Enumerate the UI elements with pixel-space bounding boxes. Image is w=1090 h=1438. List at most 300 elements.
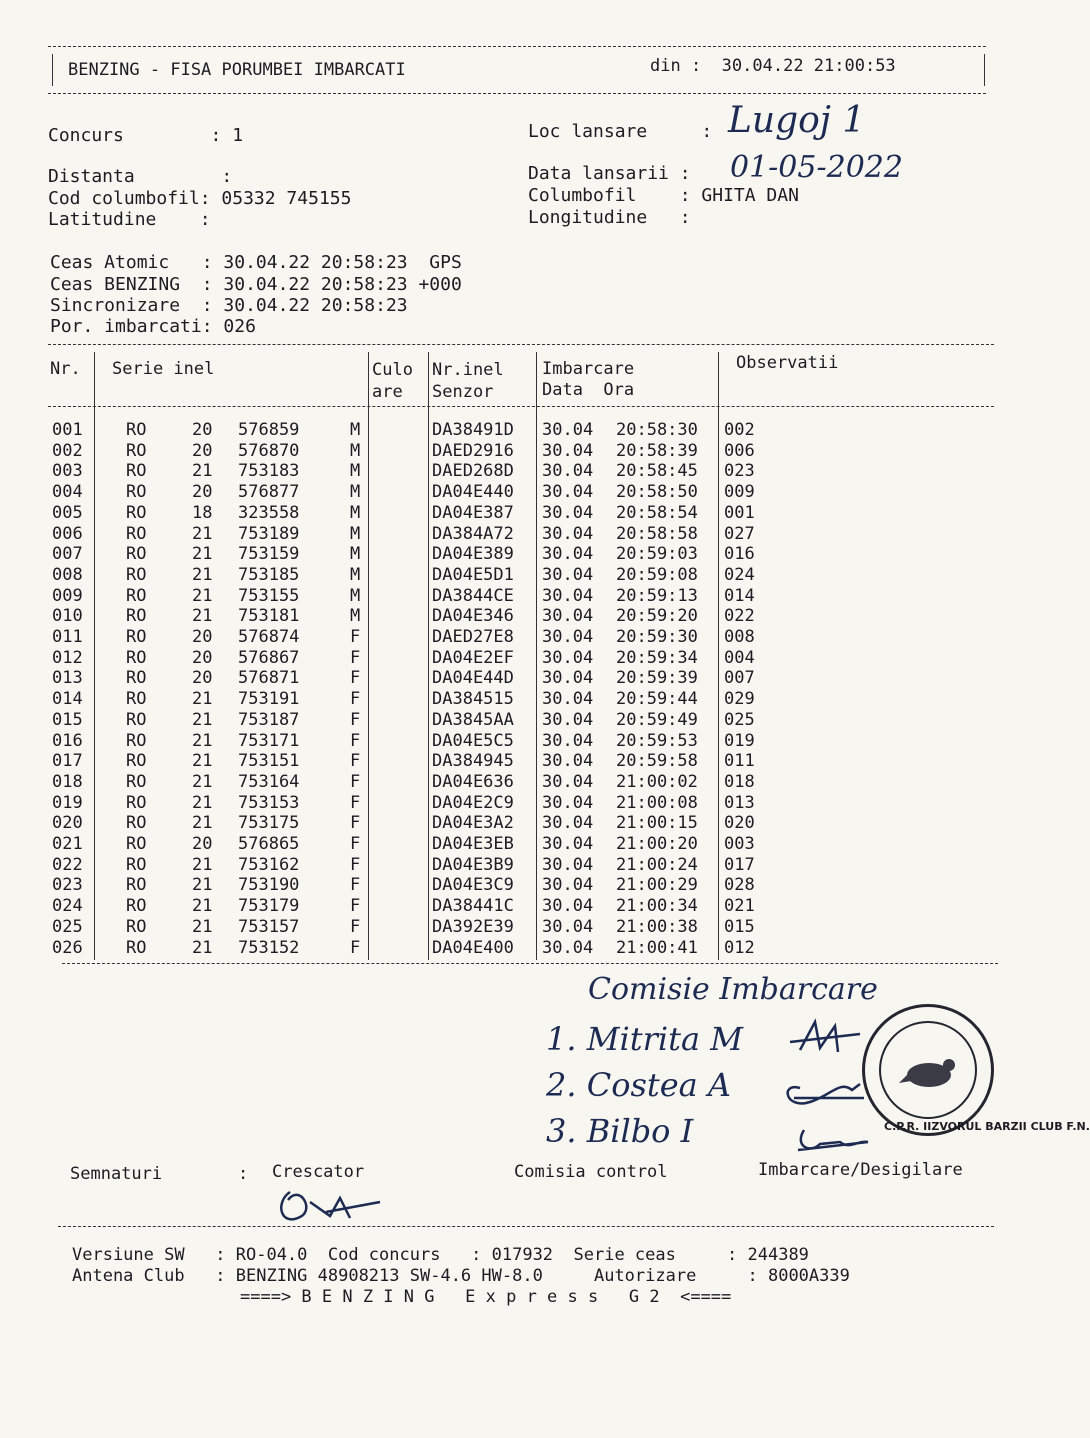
cell-nr: 013 bbox=[52, 668, 83, 689]
semnaturi-separator: : bbox=[238, 1164, 249, 1184]
table-row bbox=[0, 813, 1000, 834]
sincronizare: Sincronizare : 30.04.22 20:58:23 bbox=[50, 295, 408, 316]
footer-line-3: ====> B E N Z I N G E x p r e s s G 2 <==== bbox=[240, 1287, 732, 1307]
cell-sex: F bbox=[350, 751, 361, 772]
cell-obs: 018 bbox=[724, 771, 755, 792]
cell-year: 21 bbox=[192, 751, 213, 772]
cell-time: 20:59:30 bbox=[616, 627, 698, 647]
cell-date: 30.04 bbox=[542, 420, 594, 440]
cell-obs: 011 bbox=[724, 751, 755, 772]
cell-nr: 003 bbox=[52, 461, 83, 482]
cell-year: 21 bbox=[192, 896, 213, 917]
cell-sensor: DA04E3A2 bbox=[432, 813, 514, 834]
table-row bbox=[0, 461, 1000, 482]
cell-date: 30.04 bbox=[542, 730, 594, 751]
cell-obs: 022 bbox=[724, 606, 755, 627]
cell-sensor: DA04E387 bbox=[432, 502, 514, 523]
cell-time: 20:59:44 bbox=[616, 689, 698, 710]
cell-obs: 001 bbox=[724, 502, 755, 523]
ceas-atomic: Ceas Atomic : 30.04.22 20:58:23 GPS bbox=[50, 252, 462, 273]
table-row bbox=[0, 938, 1000, 959]
cell-nr: 020 bbox=[52, 813, 83, 834]
cell-sensor: DA3845AA bbox=[432, 709, 514, 730]
cell-sex: M bbox=[350, 440, 361, 461]
cell-ring: 753190 bbox=[238, 875, 300, 896]
cell-country: RO bbox=[126, 502, 147, 523]
cell-nr: 011 bbox=[52, 627, 83, 647]
cell-time: 20:59:39 bbox=[616, 668, 698, 689]
table-row bbox=[0, 503, 1000, 524]
cell-sensor: DAED2916 bbox=[432, 440, 514, 461]
header-imbarcare-2: Data Ora bbox=[542, 380, 635, 400]
cell-sex: M bbox=[350, 461, 361, 482]
table-row bbox=[0, 731, 1000, 752]
cell-nr: 022 bbox=[52, 854, 83, 875]
cell-country: RO bbox=[126, 585, 147, 606]
cell-time: 20:58:45 bbox=[616, 461, 698, 482]
cell-country: RO bbox=[126, 564, 147, 585]
cell-time: 20:58:50 bbox=[616, 482, 698, 503]
cell-ring: 753171 bbox=[238, 730, 300, 751]
cell-nr: 006 bbox=[52, 523, 83, 544]
comisia-control-label: Comisia control bbox=[514, 1162, 668, 1182]
cell-sensor: DA04E5D1 bbox=[432, 564, 514, 585]
table-row bbox=[0, 420, 1000, 441]
cell-country: RO bbox=[126, 813, 147, 834]
commission-member-3: 3. Bilbo I bbox=[546, 1112, 694, 1150]
cell-country: RO bbox=[126, 751, 147, 772]
cell-time: 20:59:13 bbox=[616, 585, 698, 606]
columbofil-field: Columbofil : GHITA DAN bbox=[528, 185, 799, 206]
header-serie-inel: Serie inel bbox=[112, 359, 215, 379]
cell-sex: M bbox=[350, 564, 361, 585]
cell-date: 30.04 bbox=[542, 792, 594, 813]
cell-date: 30.04 bbox=[542, 564, 594, 585]
cell-date: 30.04 bbox=[542, 751, 594, 772]
table-row bbox=[0, 586, 1000, 607]
cell-country: RO bbox=[126, 668, 147, 689]
cell-sex: M bbox=[350, 523, 361, 544]
cell-sensor: DA04E400 bbox=[432, 937, 514, 958]
header-left-border bbox=[52, 54, 53, 86]
cell-sensor: DA384A72 bbox=[432, 523, 514, 544]
footer-line-1: Versiune SW : RO-04.0 Cod concurs : 017932 Serie ceas : 244389 bbox=[72, 1245, 809, 1265]
crescator-signature bbox=[270, 1172, 390, 1242]
cell-sensor: DAED268D bbox=[432, 461, 514, 482]
cell-date: 30.04 bbox=[542, 502, 594, 523]
table-header-rule bbox=[48, 406, 994, 407]
cell-year: 20 bbox=[192, 440, 213, 461]
cell-ring: 753164 bbox=[238, 771, 300, 792]
cell-obs: 020 bbox=[724, 813, 755, 834]
cell-year: 21 bbox=[192, 606, 213, 627]
cell-date: 30.04 bbox=[542, 916, 594, 937]
cell-time: 20:58:30 bbox=[616, 420, 698, 440]
cell-ring: 576874 bbox=[238, 627, 300, 647]
cell-obs: 008 bbox=[724, 627, 755, 647]
table-bottom-rule bbox=[62, 963, 998, 964]
cell-ring: 753159 bbox=[238, 544, 300, 565]
table-body bbox=[0, 420, 1000, 960]
cell-nr: 009 bbox=[52, 585, 83, 606]
cell-nr: 025 bbox=[52, 916, 83, 937]
table-row bbox=[0, 772, 1000, 793]
table-row bbox=[0, 689, 1000, 710]
cell-time: 20:58:54 bbox=[616, 502, 698, 523]
cell-nr: 010 bbox=[52, 606, 83, 627]
cell-year: 20 bbox=[192, 834, 213, 854]
cell-year: 21 bbox=[192, 771, 213, 792]
cell-obs: 024 bbox=[724, 564, 755, 585]
semnaturi-label: Semnaturi bbox=[70, 1164, 163, 1184]
cell-sex: F bbox=[350, 730, 361, 751]
cell-obs: 025 bbox=[724, 709, 755, 730]
cell-sex: F bbox=[350, 647, 361, 668]
cell-time: 20:59:34 bbox=[616, 647, 698, 668]
cell-sex: M bbox=[350, 544, 361, 565]
cell-sex: F bbox=[350, 834, 361, 854]
cell-country: RO bbox=[126, 875, 147, 896]
cell-date: 30.04 bbox=[542, 813, 594, 834]
cell-year: 21 bbox=[192, 875, 213, 896]
cell-year: 20 bbox=[192, 647, 213, 668]
cell-country: RO bbox=[126, 544, 147, 565]
cell-time: 20:59:49 bbox=[616, 709, 698, 730]
cell-sex: F bbox=[350, 627, 361, 647]
cell-time: 21:00:20 bbox=[616, 834, 698, 854]
cell-year: 21 bbox=[192, 709, 213, 730]
cell-sensor: DA04E3B9 bbox=[432, 854, 514, 875]
cell-obs: 016 bbox=[724, 544, 755, 565]
cell-ring: 753153 bbox=[238, 792, 300, 813]
cell-sensor: DA3844CE bbox=[432, 585, 514, 606]
cell-sex: F bbox=[350, 668, 361, 689]
cell-time: 20:59:03 bbox=[616, 544, 698, 565]
cell-sensor: DA04E636 bbox=[432, 771, 514, 792]
cell-date: 30.04 bbox=[542, 544, 594, 565]
header-imbarcare-1: Imbarcare bbox=[542, 359, 635, 379]
porumbei-imbarcati: Por. imbarcati: 026 bbox=[50, 316, 256, 337]
cell-time: 21:00:29 bbox=[616, 875, 698, 896]
cell-year: 18 bbox=[192, 502, 213, 523]
cell-obs: 023 bbox=[724, 461, 755, 482]
cell-sensor: DA392E39 bbox=[432, 916, 514, 937]
cell-country: RO bbox=[126, 792, 147, 813]
cell-country: RO bbox=[126, 896, 147, 917]
cell-nr: 007 bbox=[52, 544, 83, 565]
cell-country: RO bbox=[126, 771, 147, 792]
data-lansarii-label: Data lansarii : bbox=[528, 163, 691, 184]
cell-sex: F bbox=[350, 709, 361, 730]
cell-time: 21:00:38 bbox=[616, 916, 698, 937]
cell-nr: 017 bbox=[52, 751, 83, 772]
cell-nr: 018 bbox=[52, 771, 83, 792]
cell-sex: F bbox=[350, 771, 361, 792]
cell-ring: 753151 bbox=[238, 751, 300, 772]
cell-year: 21 bbox=[192, 544, 213, 565]
cell-country: RO bbox=[126, 461, 147, 482]
cell-country: RO bbox=[126, 834, 147, 854]
table-row bbox=[0, 917, 1000, 938]
table-row bbox=[0, 896, 1000, 917]
cell-sex: F bbox=[350, 689, 361, 710]
cell-country: RO bbox=[126, 647, 147, 668]
cell-obs: 021 bbox=[724, 896, 755, 917]
cell-time: 21:00:24 bbox=[616, 854, 698, 875]
cell-nr: 016 bbox=[52, 730, 83, 751]
loc-lansare-label: Loc lansare : bbox=[528, 121, 713, 142]
cell-year: 20 bbox=[192, 668, 213, 689]
cell-sex: F bbox=[350, 854, 361, 875]
cell-ring: 753185 bbox=[238, 564, 300, 585]
cell-year: 21 bbox=[192, 792, 213, 813]
cell-country: RO bbox=[126, 916, 147, 937]
document-title: BENZING - FISA PORUMBEI IMBARCATI bbox=[68, 60, 406, 80]
cell-date: 30.04 bbox=[542, 896, 594, 917]
cell-sensor: DA04E389 bbox=[432, 544, 514, 565]
table-row bbox=[0, 482, 1000, 503]
cell-sensor: DA384515 bbox=[432, 689, 514, 710]
cell-ring: 753162 bbox=[238, 854, 300, 875]
cell-ring: 753181 bbox=[238, 606, 300, 627]
cell-date: 30.04 bbox=[542, 689, 594, 710]
footer-line-2: Antena Club : BENZING 48908213 SW-4.6 HW-8.0 Autorizare : 8000A339 bbox=[72, 1266, 850, 1286]
cell-year: 21 bbox=[192, 461, 213, 482]
cell-sex: F bbox=[350, 896, 361, 917]
cell-sensor: DA04E3EB bbox=[432, 834, 514, 854]
cell-time: 20:59:58 bbox=[616, 751, 698, 772]
cell-country: RO bbox=[126, 689, 147, 710]
cell-ring: 753189 bbox=[238, 523, 300, 544]
cell-obs: 027 bbox=[724, 523, 755, 544]
cell-country: RO bbox=[126, 854, 147, 875]
loc-lansare-handwritten: Lugoj 1 bbox=[728, 100, 866, 141]
cell-ring: 753152 bbox=[238, 937, 300, 958]
cell-sensor: DA04E2C9 bbox=[432, 792, 514, 813]
longitudine-label: Longitudine : bbox=[528, 207, 691, 228]
cell-obs: 028 bbox=[724, 875, 755, 896]
cell-obs: 014 bbox=[724, 585, 755, 606]
cell-sensor: DA04E3C9 bbox=[432, 875, 514, 896]
header-culoare-2: are bbox=[372, 382, 403, 402]
cell-nr: 015 bbox=[52, 709, 83, 730]
cell-ring: 753191 bbox=[238, 689, 300, 710]
pigeon-icon bbox=[899, 1051, 959, 1095]
cell-obs: 006 bbox=[724, 440, 755, 461]
cell-ring: 576870 bbox=[238, 440, 300, 461]
cell-ring: 576867 bbox=[238, 647, 300, 668]
table-row bbox=[0, 565, 1000, 586]
cell-sex: F bbox=[350, 916, 361, 937]
cell-year: 20 bbox=[192, 420, 213, 440]
cell-ring: 576859 bbox=[238, 420, 300, 440]
cell-ring: 323558 bbox=[238, 502, 300, 523]
cell-ring: 753187 bbox=[238, 709, 300, 730]
cell-sensor: DA04E44D bbox=[432, 668, 514, 689]
cell-sensor: DA384945 bbox=[432, 751, 514, 772]
header-nrinel-2: Senzor bbox=[432, 382, 494, 402]
cell-time: 20:59:53 bbox=[616, 730, 698, 751]
cell-obs: 029 bbox=[724, 689, 755, 710]
table-row bbox=[0, 834, 1000, 855]
cell-sensor: DA04E5C5 bbox=[432, 730, 514, 751]
header-culoare-1: Culo bbox=[372, 360, 413, 380]
cell-country: RO bbox=[126, 420, 147, 440]
cell-ring: 753155 bbox=[238, 585, 300, 606]
cell-sex: F bbox=[350, 875, 361, 896]
table-row bbox=[0, 751, 1000, 772]
cell-sensor: DA38441C bbox=[432, 896, 514, 917]
table-row bbox=[0, 875, 1000, 896]
ceas-benzing: Ceas BENZING : 30.04.22 20:58:23 +000 bbox=[50, 274, 462, 295]
cell-ring: 753157 bbox=[238, 916, 300, 937]
table-top-rule bbox=[48, 344, 994, 345]
cell-obs: 012 bbox=[724, 937, 755, 958]
cell-year: 21 bbox=[192, 689, 213, 710]
concurs-field: Concurs : 1 bbox=[48, 125, 244, 146]
cell-time: 20:59:08 bbox=[616, 564, 698, 585]
cell-date: 30.04 bbox=[542, 647, 594, 668]
cell-time: 20:58:39 bbox=[616, 440, 698, 461]
cell-country: RO bbox=[126, 627, 147, 647]
cell-country: RO bbox=[126, 440, 147, 461]
cell-sensor: DA04E2EF bbox=[432, 647, 514, 668]
table-row bbox=[0, 648, 1000, 669]
cell-year: 21 bbox=[192, 937, 213, 958]
imbarcare-desigilare-label: Imbarcare/Desigilare bbox=[758, 1160, 963, 1180]
cell-ring: 576871 bbox=[238, 668, 300, 689]
commission-member-2: 2. Costea A bbox=[546, 1066, 732, 1104]
cell-sensor: DA04E346 bbox=[432, 606, 514, 627]
crescator-label: Crescator bbox=[272, 1162, 365, 1182]
cell-year: 21 bbox=[192, 523, 213, 544]
header-nrinel-1: Nr.inel bbox=[432, 360, 504, 380]
commission-title-handwritten: Comisie Imbarcare bbox=[588, 972, 878, 1007]
table-row bbox=[0, 544, 1000, 565]
cell-obs: 003 bbox=[724, 834, 755, 854]
cell-nr: 004 bbox=[52, 482, 83, 503]
cell-sex: M bbox=[350, 502, 361, 523]
cell-country: RO bbox=[126, 482, 147, 503]
header-observatii: Observatii bbox=[736, 353, 839, 373]
cell-time: 21:00:15 bbox=[616, 813, 698, 834]
cell-obs: 009 bbox=[724, 482, 755, 503]
cell-date: 30.04 bbox=[542, 606, 594, 627]
table-row bbox=[0, 606, 1000, 627]
cell-sensor: DA38491D bbox=[432, 420, 514, 440]
cell-time: 21:00:41 bbox=[616, 937, 698, 958]
table-row bbox=[0, 710, 1000, 731]
latitudine-label: Latitudine : bbox=[48, 209, 211, 230]
cell-sex: M bbox=[350, 606, 361, 627]
cell-nr: 019 bbox=[52, 792, 83, 813]
cell-country: RO bbox=[126, 709, 147, 730]
cell-year: 21 bbox=[192, 813, 213, 834]
cell-year: 21 bbox=[192, 730, 213, 751]
cell-sex: M bbox=[350, 482, 361, 503]
cell-time: 20:59:20 bbox=[616, 606, 698, 627]
cell-sex: F bbox=[350, 813, 361, 834]
cell-sex: M bbox=[350, 585, 361, 606]
cell-time: 21:00:02 bbox=[616, 771, 698, 792]
cell-obs: 015 bbox=[724, 916, 755, 937]
cell-nr: 012 bbox=[52, 647, 83, 668]
cell-obs: 017 bbox=[724, 854, 755, 875]
cell-date: 30.04 bbox=[542, 854, 594, 875]
cell-year: 21 bbox=[192, 916, 213, 937]
table-row bbox=[0, 441, 1000, 462]
cell-date: 30.04 bbox=[542, 834, 594, 854]
footer-rule bbox=[58, 1226, 994, 1227]
cell-year: 21 bbox=[192, 854, 213, 875]
cell-country: RO bbox=[126, 606, 147, 627]
cod-columbofil-field: Cod columbofil: 05332 745155 bbox=[48, 188, 352, 209]
table-row bbox=[0, 855, 1000, 876]
cell-ring: 753179 bbox=[238, 896, 300, 917]
cell-time: 21:00:34 bbox=[616, 896, 698, 917]
distanta-label: Distanta : bbox=[48, 166, 233, 187]
cell-date: 30.04 bbox=[542, 523, 594, 544]
cell-nr: 023 bbox=[52, 875, 83, 896]
cell-time: 20:58:58 bbox=[616, 523, 698, 544]
cell-nr: 008 bbox=[52, 564, 83, 585]
cell-year: 20 bbox=[192, 627, 213, 647]
data-lansarii-handwritten: 01-05-2022 bbox=[730, 150, 903, 185]
commission-member-1: 1. Mitrita M bbox=[546, 1020, 743, 1058]
cell-ring: 576877 bbox=[238, 482, 300, 503]
table-row bbox=[0, 793, 1000, 814]
cell-nr: 002 bbox=[52, 440, 83, 461]
stamp-text: C.P.R. IIZVORUL BARZII CLUB F.N. bbox=[884, 1120, 1090, 1133]
cell-date: 30.04 bbox=[542, 937, 594, 958]
cell-nr: 001 bbox=[52, 420, 83, 440]
header-nr: Nr. bbox=[50, 359, 81, 379]
cell-nr: 026 bbox=[52, 937, 83, 958]
cell-date: 30.04 bbox=[542, 875, 594, 896]
cell-date: 30.04 bbox=[542, 709, 594, 730]
print-date: din : 30.04.22 21:00:53 bbox=[650, 56, 896, 76]
cell-year: 20 bbox=[192, 482, 213, 503]
cell-obs: 019 bbox=[724, 730, 755, 751]
cell-nr: 024 bbox=[52, 896, 83, 917]
cell-country: RO bbox=[126, 730, 147, 751]
cell-year: 21 bbox=[192, 564, 213, 585]
cell-date: 30.04 bbox=[542, 771, 594, 792]
cell-date: 30.04 bbox=[542, 668, 594, 689]
cell-ring: 753183 bbox=[238, 461, 300, 482]
club-stamp bbox=[862, 1004, 994, 1136]
cell-nr: 005 bbox=[52, 502, 83, 523]
cell-sensor: DA04E440 bbox=[432, 482, 514, 503]
cell-year: 21 bbox=[192, 585, 213, 606]
cell-date: 30.04 bbox=[542, 440, 594, 461]
cell-obs: 004 bbox=[724, 647, 755, 668]
cell-ring: 576865 bbox=[238, 834, 300, 854]
cell-sex: F bbox=[350, 937, 361, 958]
cell-obs: 007 bbox=[724, 668, 755, 689]
cell-ring: 753175 bbox=[238, 813, 300, 834]
cell-obs: 013 bbox=[724, 792, 755, 813]
cell-nr: 021 bbox=[52, 834, 83, 854]
table-row bbox=[0, 524, 1000, 545]
cell-country: RO bbox=[126, 937, 147, 958]
cell-date: 30.04 bbox=[542, 461, 594, 482]
cell-time: 21:00:08 bbox=[616, 792, 698, 813]
cell-country: RO bbox=[126, 523, 147, 544]
cell-nr: 014 bbox=[52, 689, 83, 710]
cell-date: 30.04 bbox=[542, 482, 594, 503]
cell-sex: M bbox=[350, 420, 361, 440]
